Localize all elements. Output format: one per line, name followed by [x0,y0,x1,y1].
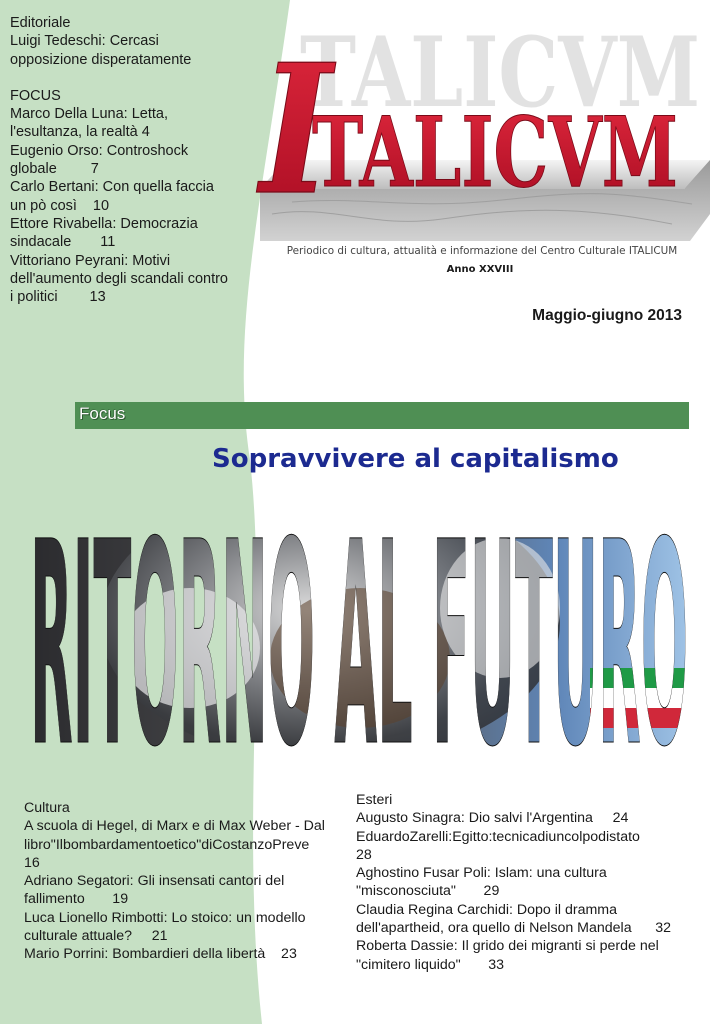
toc-line: EduardoZarelli:Egitto:tecnicadiuncolpodistato [356,828,640,845]
toc-page: 7 [90,161,99,178]
toc-left [10,14,250,306]
toc-heading-cultura: Cultura [24,800,70,816]
toc-esteri [356,791,691,974]
toc-line: Roberta Dassie: Il grido dei migranti si perde nel [356,938,659,955]
toc-line: "cimitero liquido" 33 [356,956,505,973]
toc-page: 4 [141,124,150,141]
toc-entry: globale 7 [10,161,99,178]
toc-heading-esteri: Esteri [356,792,393,808]
toc-editoriale-line: opposizione disperatamente [10,51,192,68]
cover-art-ritorno-al-futuro [30,498,688,748]
toc-line: Adriano Segatori: Gli insensati cantori del [24,873,285,890]
toc-heading-editoriale: Editoriale [10,15,71,31]
toc-entry: Marco Della Luna: Letta, [10,106,168,123]
toc-line: Aghostino Fusar Poli: Islam: una cultura [356,865,607,882]
toc-line: culturale attuale? 21 [24,928,168,945]
toc-line: A scuola di Hegel, di Marx e di Max Weber - Dal [24,818,325,835]
toc-line: 16 [24,854,40,871]
masthead-initial: I [255,25,337,234]
toc-entry: i politici 13 [10,289,106,306]
toc-heading-focus: FOCUS [10,87,61,104]
toc-editoriale-line: Luigi Tedeschi: Cercasi [10,33,159,50]
toc-page: 13 [89,289,106,306]
toc-page: 11 [100,234,116,251]
toc-line: "misconosciuta" 29 [356,883,500,900]
toc-entry: Vittoriano Peyrani: Motivi [10,252,171,269]
publication-year: Anno XXVIII [446,264,514,275]
masthead-tagline: Periodico di cultura, attualità e informazione del Centro Culturale ITALICUM [286,245,678,257]
toc-entry: sindacale 11 [10,234,116,251]
toc-line: Augusto Sinagra: Dio salvi l'Argentina 24 [356,810,629,827]
issue-date: Maggio-giugno 2013 [532,307,682,324]
toc-entry: un pò così 10 [10,197,110,214]
toc-line: 28 [356,846,372,863]
toc-line: fallimento 19 [24,891,129,908]
toc-entry: Eugenio Orso: Controshock [10,142,189,159]
toc-line: Claudia Regina Carchidi: Dopo il dramma [356,901,618,918]
toc-cultura [24,799,344,964]
section-bar [75,402,689,429]
cover-art-lettering: RITORNO AL FUTURO [30,498,688,748]
toc-entry: Carlo Bertani: Con quella faccia [10,179,214,196]
section-label: Focus [79,404,126,423]
toc-line: dell'apartheid, ora quello di Nelson Mandela 32 [356,920,672,937]
masthead-logo [252,14,710,244]
toc-line: libro"Ilbombardamentoetico"diCostanzoPreve [24,836,310,853]
masthead-shadow-text: TALICVM [300,16,700,129]
toc-page: 10 [92,197,110,214]
toc-entry: l'esultanza, la realtà 4 [10,124,150,141]
cover-headline: Sopravvivere al capitalismo [212,444,619,474]
masthead-title-text: TALICVM [312,96,678,209]
toc-line: Luca Lionello Rimbotti: Lo stoico: un modello [24,909,306,926]
toc-line: Mario Porrini: Bombardieri della libertà 23 [24,946,297,963]
toc-entry: dell'aumento degli scandali contro [10,270,228,287]
toc-entry: Ettore Rivabella: Democrazia [10,215,198,232]
